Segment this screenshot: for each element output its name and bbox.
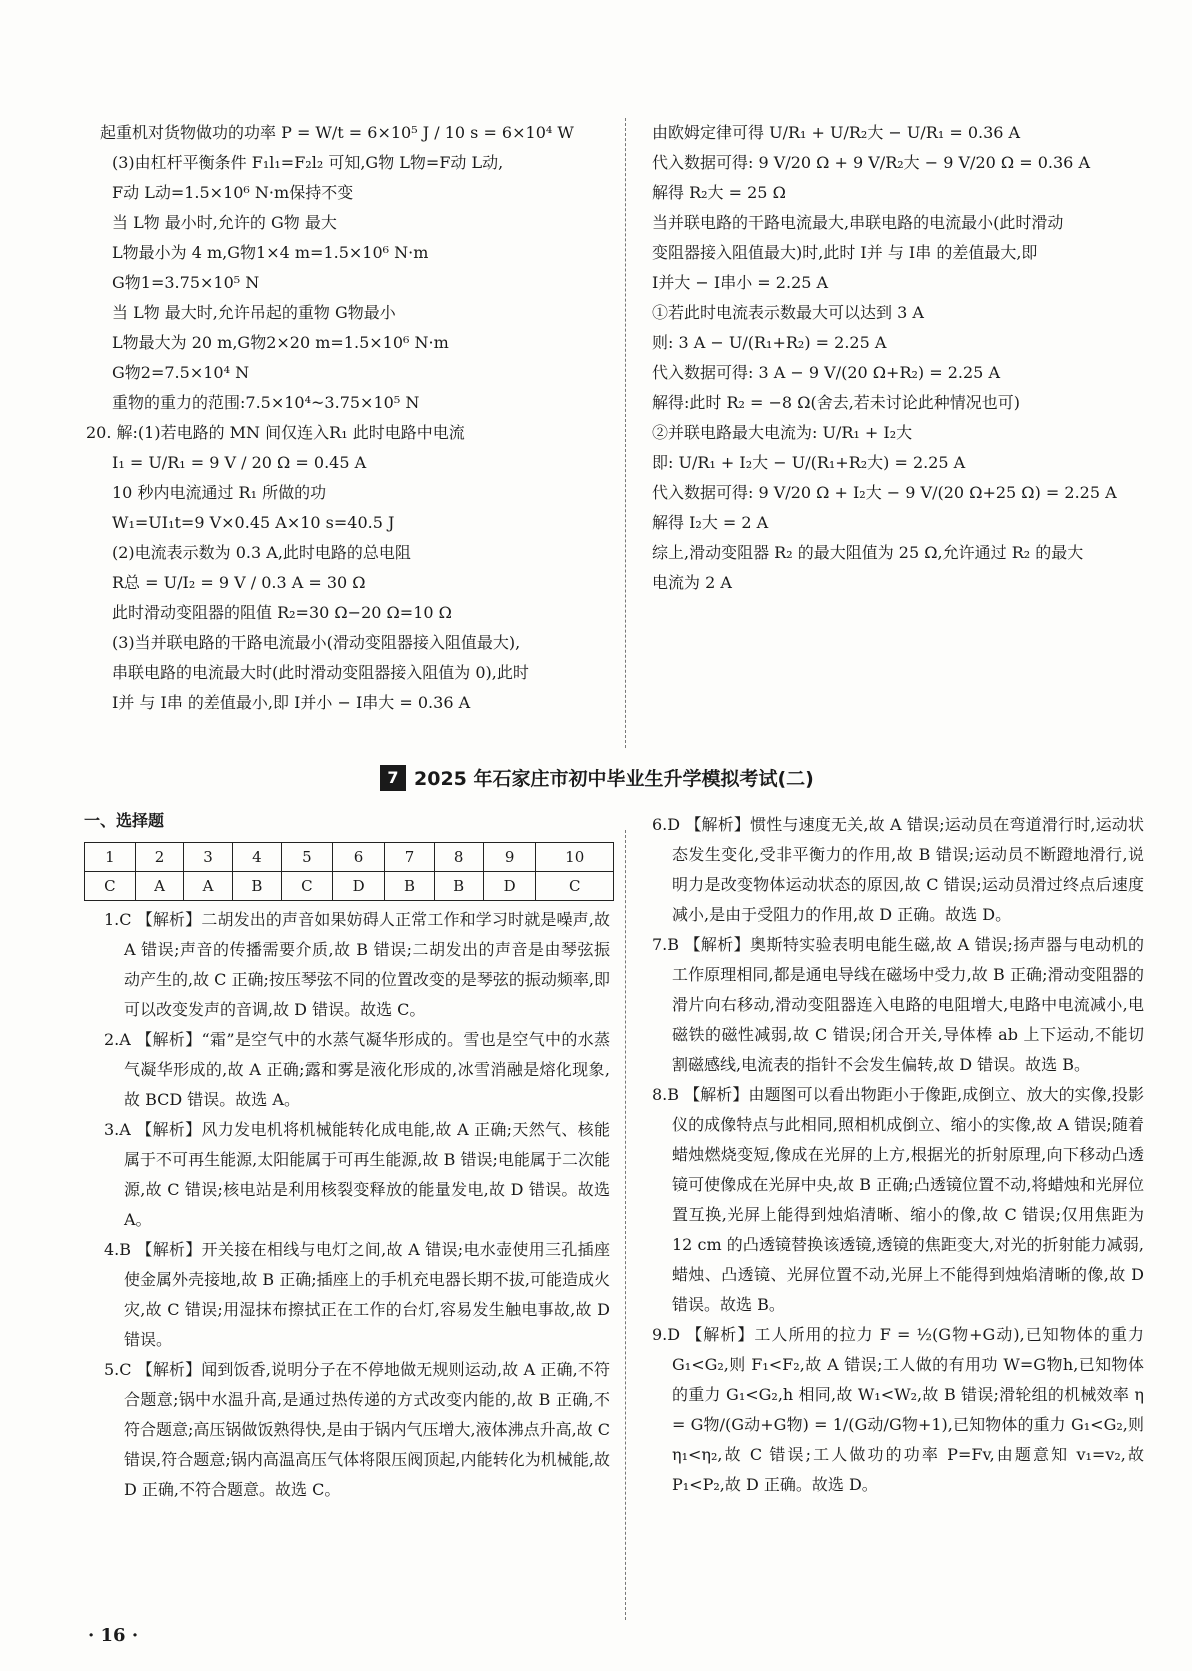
text-line: R总 = U/I₂ = 9 V / 0.3 A = 30 Ω [112,573,366,592]
answer-number: 5 [281,843,332,872]
text-line: 综上,滑动变阻器 R₂ 的最大阻值为 25 Ω,允许通过 R₂ 的最大 [652,543,1084,562]
text-line: F动 L动=1.5×10⁶ N·m保持不变 [112,183,354,202]
explanation-item: 4.B 【解析】开关接在相线与电灯之间,故 A 错误;电水壶使用三孔插座使金属外壳接地,故 B 正确;插座上的手机充电器长期不拔,可能造成火灾,故 C 错误;用湿抹布擦拭正在工作的台灯,容易发生触电事故,故 D 错误。 [104,1240,610,1349]
text-line: 代入数据可得: 3 A − 9 V/(20 Ω+R₂) = 2.25 A [652,363,1000,382]
answer-letter: A [135,872,184,901]
answer-letter: B [232,872,281,901]
text-line: ①若此时电流表示数最大可以达到 3 A [652,303,924,322]
answer-letter: C [85,872,136,901]
explanation-item: 3.A 【解析】风力发电机将机械能转化成电能,故 A 正确;天然气、核能属于不可再生能源,太阳能属于可再生能源,故 B 错误;电能属于二次能源,故 C 错误;核电站是利用核裂变释放的能量发电,故 D 错误。故选 A。 [104,1120,610,1229]
text-line: 解得 I₂大 = 2 A [652,513,769,532]
explanations-left [104,905,610,1505]
text-line: 即: U/R₁ + I₂大 − U/(R₁+R₂大) = 2.25 A [652,453,966,472]
explanation-item: 7.B 【解析】奥斯特实验表明电能生磁,故 A 错误;扬声器与电动机的工作原理相同,都是通电导线在磁场中受力,故 B 正确;滑动变阻器的滑片向右移动,滑动变阻器连入电路的电阻增大,电路中电流减小,电磁铁的磁性减弱,故 C 错误;闭合开关,导体棒 ab 上下运动,不能切割磁感线,电流表的指针不会发生偏转,故 D 错误。故选 B。 [652,935,1144,1074]
text-line: L物最小为 4 m,G物1×4 m=1.5×10⁶ N·m [112,243,429,262]
question-20-start: 20. 解:(1)若电路的 MN 间仅连入R₁ 此时电路中电流 [86,423,465,442]
text-line: I₁ = U/R₁ = 9 V / 20 Ω = 0.45 A [112,453,367,472]
text-line: 重物的重力的范围:7.5×10⁴~3.75×10⁵ N [112,393,420,412]
answer-number: 3 [184,843,233,872]
answer-number: 1 [85,843,136,872]
answer-number: 8 [434,843,483,872]
left-column-top [86,118,610,718]
text-line: I并 与 I串 的差值最小,即 I并小 − I串大 = 0.36 A [112,693,471,712]
text-line: 由欧姆定律可得 U/R₁ + U/R₂大 − U/R₁ = 0.36 A [652,123,1021,142]
answer-number: 7 [385,843,434,872]
text-line: 解得:此时 R₂ = −8 Ω(舍去,若未讨论此种情况也可) [652,393,1021,412]
text-line: 当 L物 最小时,允许的 G物 最大 [112,213,337,232]
answer-letter: B [434,872,483,901]
explanations-right [652,810,1144,1500]
section-banner [380,764,814,791]
answer-letter: A [184,872,233,901]
explanation-item: 8.B 【解析】由题图可以看出物距小于像距,成倒立、放大的实像,投影仪的成像特点与此相同,照相机成倒立、缩小的实像,故 A 错误;随着蜡烛燃烧变短,像成在光屏的上方,根据光的折射原理,向下移动凸透镜可使像成在光屏中央,故 B 正确;凸透镜位置不动,将蜡烛和光屏位置互换,光屏上能得到烛焰清晰、缩小的像,故 C 错误;仅用焦距为 12 cm 的凸透镜替换该透镜,透镜的焦距变大,对光的折射能力减弱,蜡烛、凸透镜、光屏位置不动,光屏上不能得到烛焰清晰的像,故 D 错误。故选 B。 [652,1085,1144,1314]
right-column-top [652,118,1142,598]
banner-title: 2025 年石家庄市初中毕业生升学模拟考试(二) [414,768,814,790]
answer-letters-row [85,872,614,901]
text-line: 当 L物 最大时,允许吊起的重物 G物最小 [112,303,396,322]
answer-letter: C [281,872,332,901]
text-line: G物2=7.5×10⁴ N [112,363,250,382]
text-line: 代入数据可得: 9 V/20 Ω + I₂大 − 9 V/(20 Ω+25 Ω) = 2.25 A [652,483,1117,502]
answer-number: 4 [232,843,281,872]
column-divider [625,118,626,748]
text-line: ②并联电路最大电流为: U/R₁ + I₂大 [652,423,913,442]
text-line: 串联电路的电流最大时(此时滑动变阻器接入阻值为 0),此时 [112,663,529,682]
answer-number: 10 [536,843,614,872]
answer-letter: B [385,872,434,901]
answer-letter: C [536,872,614,901]
banner-number: 7 [380,765,406,791]
text-line: 电流为 2 A [652,573,732,592]
text-line: 此时滑动变阻器的阻值 R₂=30 Ω−20 Ω=10 Ω [112,603,452,622]
section-title: 一、选择题 [84,811,165,830]
explanation-item: 9.D 【解析】工人所用的拉力 F = ½(G物+G动),已知物体的重力 G₁<G₂,则 F₁<F₂,故 A 错误;工人做的有用功 W=G物h,已知物体的重力 G₁<G₂,h 相同,故 W₁<W₂,故 B 错误;滑轮组的机械效率 η = G物/(G动+G物) = 1/(G动/G物+1),已知物体的重力 G₁<G₂,则 η₁<η₂,故 C 错误;工人做功的功率 P=Fv,由题意知 v₁=v₂,故 P₁<P₂,故 D 正确。故选 D。 [652,1325,1144,1494]
answer-letter: D [483,872,536,901]
text-line: W₁=UI₁t=9 V×0.45 A×10 s=40.5 J [112,513,395,532]
text-line: 起重机对货物做功的功率 P = W/t = 6×10⁵ J / 10 s = 6×10⁴ W [100,123,574,142]
text-line: (3)当并联电路的干路电流最小(滑动变阻器接入阻值最大), [112,633,521,652]
explanation-item: 2.A 【解析】“霜”是空气中的水蒸气凝华形成的。雪也是空气中的水蒸气凝华形成的,故 A 正确;露和雾是液化形成的,冰雪消融是熔化现象,故 BCD 错误。故选 A。 [104,1030,610,1109]
answer-number: 9 [483,843,536,872]
explanation-item: 6.D 【解析】惯性与速度无关,故 A 错误;运动员在弯道滑行时,运动状态发生变化,受非平衡力的作用,故 B 错误;运动员不断蹬地滑行,说明力是改变物体运动状态的原因,故 C 错误;运动员滑过终点后速度减小,是由于受阻力的作用,故 D 正确。故选 D。 [652,815,1144,924]
text-line: 代入数据可得: 9 V/20 Ω + 9 V/R₂大 − 9 V/20 Ω = 0.36 A [652,153,1090,172]
text-line: (3)由杠杆平衡条件 F₁l₁=F₂l₂ 可知,G物 L物=F动 L动, [112,153,504,172]
text-line: 10 秒内电流通过 R₁ 所做的功 [112,483,327,502]
column-divider-lower [625,830,626,1620]
text-line: L物最大为 20 m,G物2×20 m=1.5×10⁶ N·m [112,333,449,352]
answer-number: 2 [135,843,184,872]
text-line: 解得 R₂大 = 25 Ω [652,183,786,202]
answer-table [84,842,614,901]
text-line: 当并联电路的干路电流最大,串联电路的电流最小(此时滑动 [652,213,1064,232]
explanation-item: 1.C 【解析】二胡发出的声音如果妨碍人正常工作和学习时就是噪声,故 A 错误;声音的传播需要介质,故 B 错误;二胡发出的声音是由琴弦振动产生的,故 C 正确;按压琴弦不同的位置改变的是琴弦的振动频率,即可以改变发声的音调,故 D 错误。故选 C。 [104,910,610,1019]
text-line: 变阻器接入阻值最大)时,此时 I并 与 I串 的差值最大,即 [652,243,1038,262]
answer-numbers-row [85,843,614,872]
text-line: I并大 − I串小 = 2.25 A [652,273,829,292]
answer-number: 6 [332,843,385,872]
explanation-item: 5.C 【解析】闻到饭香,说明分子在不停地做无规则运动,故 A 正确,不符合题意;锅中水温升高,是通过热传递的方式改变内能的,故 B 正确,不符合题意;高压锅做饭熟得快,是由于锅内气压增大,液体沸点升高,故 C 错误,符合题意;锅内高温高压气体将限压阀顶起,内能转化为机械能,故 D 正确,不符合题意。故选 C。 [104,1360,610,1499]
text-line: 则: 3 A − U/(R₁+R₂) = 2.25 A [652,333,887,352]
text-line: G物1=3.75×10⁵ N [112,273,260,292]
text-line: (2)电流表示数为 0.3 A,此时电路的总电阻 [112,543,411,562]
answer-letter: D [332,872,385,901]
page-number: · 16 · [88,1625,139,1646]
